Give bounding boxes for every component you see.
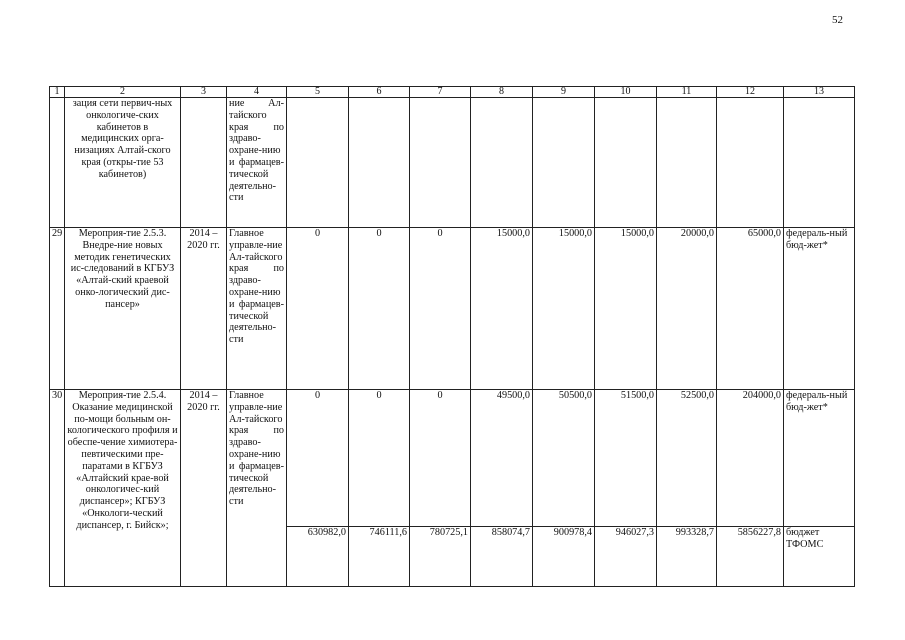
value-cell (717, 98, 784, 228)
value-total-cell: 65000,0 (717, 228, 784, 390)
column-header: 5 (287, 87, 349, 98)
column-header: 6 (349, 87, 410, 98)
value-2016-cell: 0 (410, 390, 471, 527)
column-header: 7 (410, 87, 471, 98)
value-2020-cell: 20000,0 (657, 228, 717, 390)
value-cell (349, 98, 410, 228)
executor-cell: ние Ал-тайского края по здраво-охране-нию и фармацев-тической деятельно-сти (227, 98, 287, 228)
value-2018-cell: 900978,4 (533, 527, 595, 587)
value-2020-cell: 52500,0 (657, 390, 717, 527)
value-2017-cell: 858074,7 (471, 527, 533, 587)
column-header: 4 (227, 87, 287, 98)
column-header: 8 (471, 87, 533, 98)
column-number-row (50, 87, 855, 98)
value-2018-cell: 50500,0 (533, 390, 595, 527)
period-cell: 2014 – 2020 гг. (181, 228, 227, 390)
funding-source-cell: бюджет ТФОМС (784, 527, 855, 587)
value-2015-cell: 0 (349, 390, 410, 527)
value-cell (657, 98, 717, 228)
value-2019-cell: 51500,0 (595, 390, 657, 527)
value-2019-cell: 15000,0 (595, 228, 657, 390)
value-2017-cell: 15000,0 (471, 228, 533, 390)
row-number-cell (50, 98, 65, 228)
executor-cell: Главное управле-ние Ал-тайского края по здраво-охране-нию и фармацев-тической деятельно-сти (227, 390, 287, 587)
value-2014-cell: 0 (287, 228, 349, 390)
program-measures-table (49, 86, 855, 587)
funding-source-cell: федераль-ный бюд-жет* (784, 228, 855, 390)
value-cell (410, 98, 471, 228)
measure-name-cell: зация сети первич-ных онкологиче-ских кабинетов в медицинских орга-низациях Алтай-ского края (откры-тие 53 кабинетов) (65, 98, 181, 228)
executor-cell: Главное управле-ние Ал-тайского края по здраво-охране-нию и фармацев-тической деятельно-сти (227, 228, 287, 390)
measure-name-cell: Мероприя-тие 2.5.3. Внедре-ние новых методик генетических ис-следований в КГБУЗ «Алтай-ский краевой онко-логический дис-пансер» (65, 228, 181, 390)
row-number-cell: 29 (50, 228, 65, 390)
table-row-continuation (50, 98, 855, 228)
page-number: 52 (832, 14, 843, 26)
value-2016-cell: 0 (410, 228, 471, 390)
period-cell: 2014 – 2020 гг. (181, 390, 227, 587)
value-cell (533, 98, 595, 228)
period-cell (181, 98, 227, 228)
value-2020-cell: 993328,7 (657, 527, 717, 587)
value-total-cell: 5856227,8 (717, 527, 784, 587)
funding-source-cell: федераль-ный бюд-жет* (784, 390, 855, 527)
value-2015-cell: 0 (349, 228, 410, 390)
value-cell (471, 98, 533, 228)
value-2014-cell: 0 (287, 390, 349, 527)
table-row-30-federal (50, 390, 855, 527)
row-number-cell: 30 (50, 390, 65, 587)
column-header: 1 (50, 87, 65, 98)
value-2016-cell: 780725,1 (410, 527, 471, 587)
value-cell (595, 98, 657, 228)
value-2019-cell: 946027,3 (595, 527, 657, 587)
column-header: 13 (784, 87, 855, 98)
column-header: 12 (717, 87, 784, 98)
value-2018-cell: 15000,0 (533, 228, 595, 390)
column-header: 10 (595, 87, 657, 98)
measure-name-cell: Мероприя-тие 2.5.4. Оказание медицинской по-мощи больным он-кологического профиля и обеспе-чение химиотера-певтическими пре-паратами в КГБУЗ «Алтайский крае-вой онкологичес-кий диспансер»; КГБУЗ «Онкологи-ческий диспансер, г. Бийск»; (65, 390, 181, 587)
value-total-cell: 204000,0 (717, 390, 784, 527)
funding-source-cell (784, 98, 855, 228)
value-2014-cell: 630982,0 (287, 527, 349, 587)
column-header: 3 (181, 87, 227, 98)
table-row-29 (50, 228, 855, 390)
column-header: 9 (533, 87, 595, 98)
value-cell (287, 98, 349, 228)
column-header: 11 (657, 87, 717, 98)
value-2017-cell: 49500,0 (471, 390, 533, 527)
value-2015-cell: 746111,6 (349, 527, 410, 587)
column-header: 2 (65, 87, 181, 98)
